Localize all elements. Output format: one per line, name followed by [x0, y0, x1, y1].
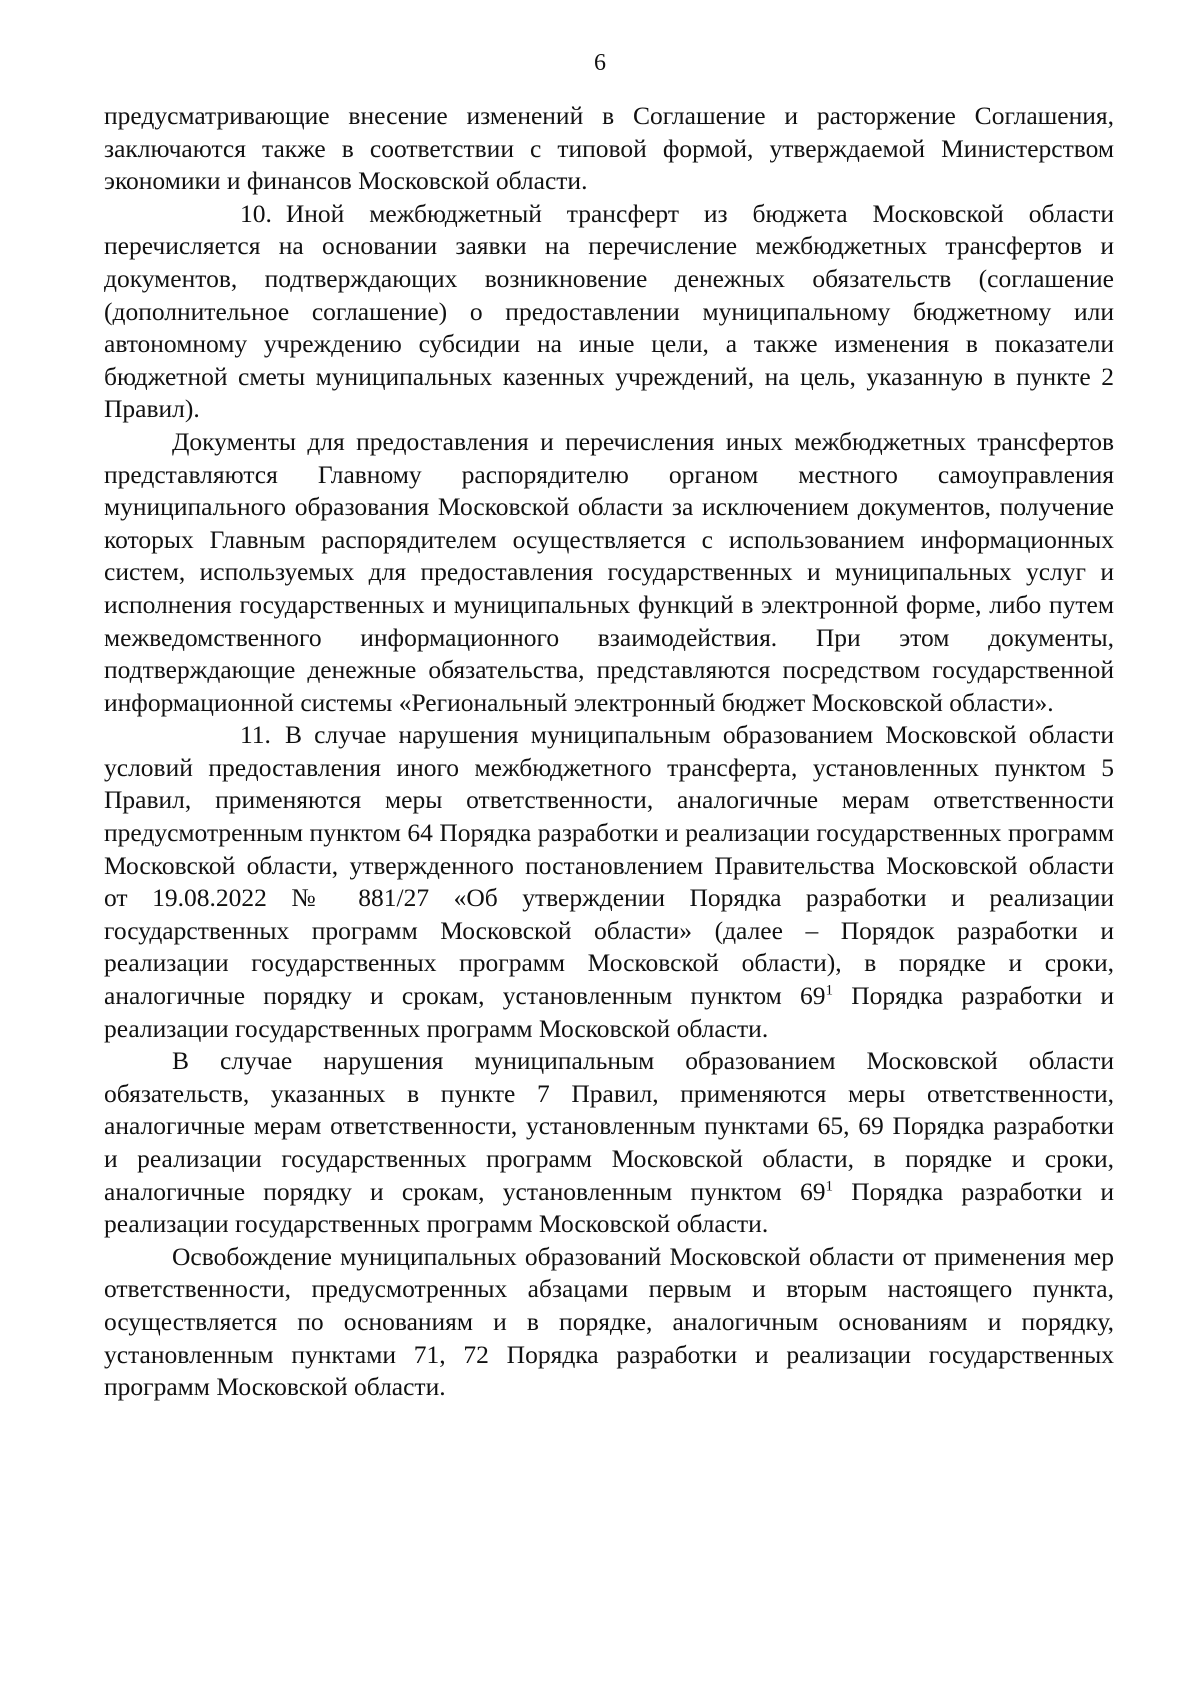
superscript: 1 — [825, 1178, 834, 1195]
paragraph-text: Иной межбюджетный трансферт из бюджета Московской области перечисляется на основании заявки на перечисление межбюджетных трансфертов и документов, подтверждающих возникновение денежных обязательств (соглашение (дополнительное соглашение) о предоставлении муниципальному бюджетному или автономному учреждению субсидии на иные цели, а также изменения в показатели бюджетной сметы муниципальных казенных учреждений, на цель, указанную в пункте 2 Правил). — [104, 198, 1114, 424]
paragraph-text: Освобождение муниципальных образований Московской области от применения мер ответственности, предусмотренных абзацами первым и вторым настоящего пункта, осуществляется по основаниям и в порядке, аналогичным основаниям и порядку, установленным пунктами 71, 72 Порядка разработки и реализации государственных программ Московской области. — [104, 1241, 1114, 1402]
paragraph-item-11 — [104, 719, 1114, 1045]
page-number: 6 — [594, 50, 606, 76]
paragraph-continuation — [104, 100, 1114, 198]
paragraph-text-end: Порядка разработки и реализации государственных программ Московской области. — [104, 1176, 1114, 1239]
superscript: 1 — [825, 982, 834, 999]
paragraph-item-10 — [104, 198, 1114, 426]
item-number: 11. — [240, 720, 271, 750]
paragraph-documents — [104, 426, 1114, 719]
paragraph-text-end: Порядка разработки и реализации государственных программ Московской области. — [104, 981, 1114, 1043]
paragraph-text: В случае нарушения муниципальным образованием Московской области обязательств, указанных в пункте 7 Правил, применяются меры ответственности, аналогичные мерам ответственности, установленным пунктами 65, 69 Порядка разработки и реализации государственных программ Московской области, в порядке и сроки, аналогичные порядку и срокам, установленным пунктом 69 — [104, 1046, 1114, 1206]
paragraph-text: Документы для предоставления и перечисления иных межбюджетных трансфертов представляются Главному распорядителю органом местного самоуправления муниципального образования Московской области за исключением документов, получение которых Главным распорядителем осуществляется с использованием информационных систем, используемых для предоставления государственных и муниципальных услуг и исполнения государственных и муниципальных функций в электронной форме, либо путем межведомственного информационного взаимодействия. При этом документы, подтверждающие денежные обязательства, представляются посредством государственной информационной системы «Региональный электронный бюджет Московской области». — [104, 426, 1114, 717]
paragraph-text: предусматривающие внесение изменений в Соглашение и расторжение Соглашения, заключаются также в соответствии с типовой формой, утверждаемой Министерством экономики и финансов Московской области. — [104, 101, 1114, 196]
item-number: 10. — [240, 198, 272, 228]
paragraph-exemption — [104, 1241, 1114, 1404]
paragraph-obligations — [104, 1045, 1114, 1241]
document-body — [104, 100, 1114, 1404]
paragraph-text: В случае нарушения муниципальным образованием Московской области условий предоставления иного межбюджетного трансферта, установленных пунктом 5 Правил, применяются меры ответственности, аналогичные мерам ответственности предусмотренным пунктом 64 Порядка разработки и реализации государственных программ Московской области, утвержденного постановлением Правительства Московской области от 19.08.2022 № 881/27 «Об утверждении Порядка разработки и реализации государственных программ Московской области» (далее – Порядок разработки и реализации государственных программ Московской области), в порядке и сроки, аналогичные порядку и срокам, установленным пунктом 69 — [104, 720, 1114, 1011]
